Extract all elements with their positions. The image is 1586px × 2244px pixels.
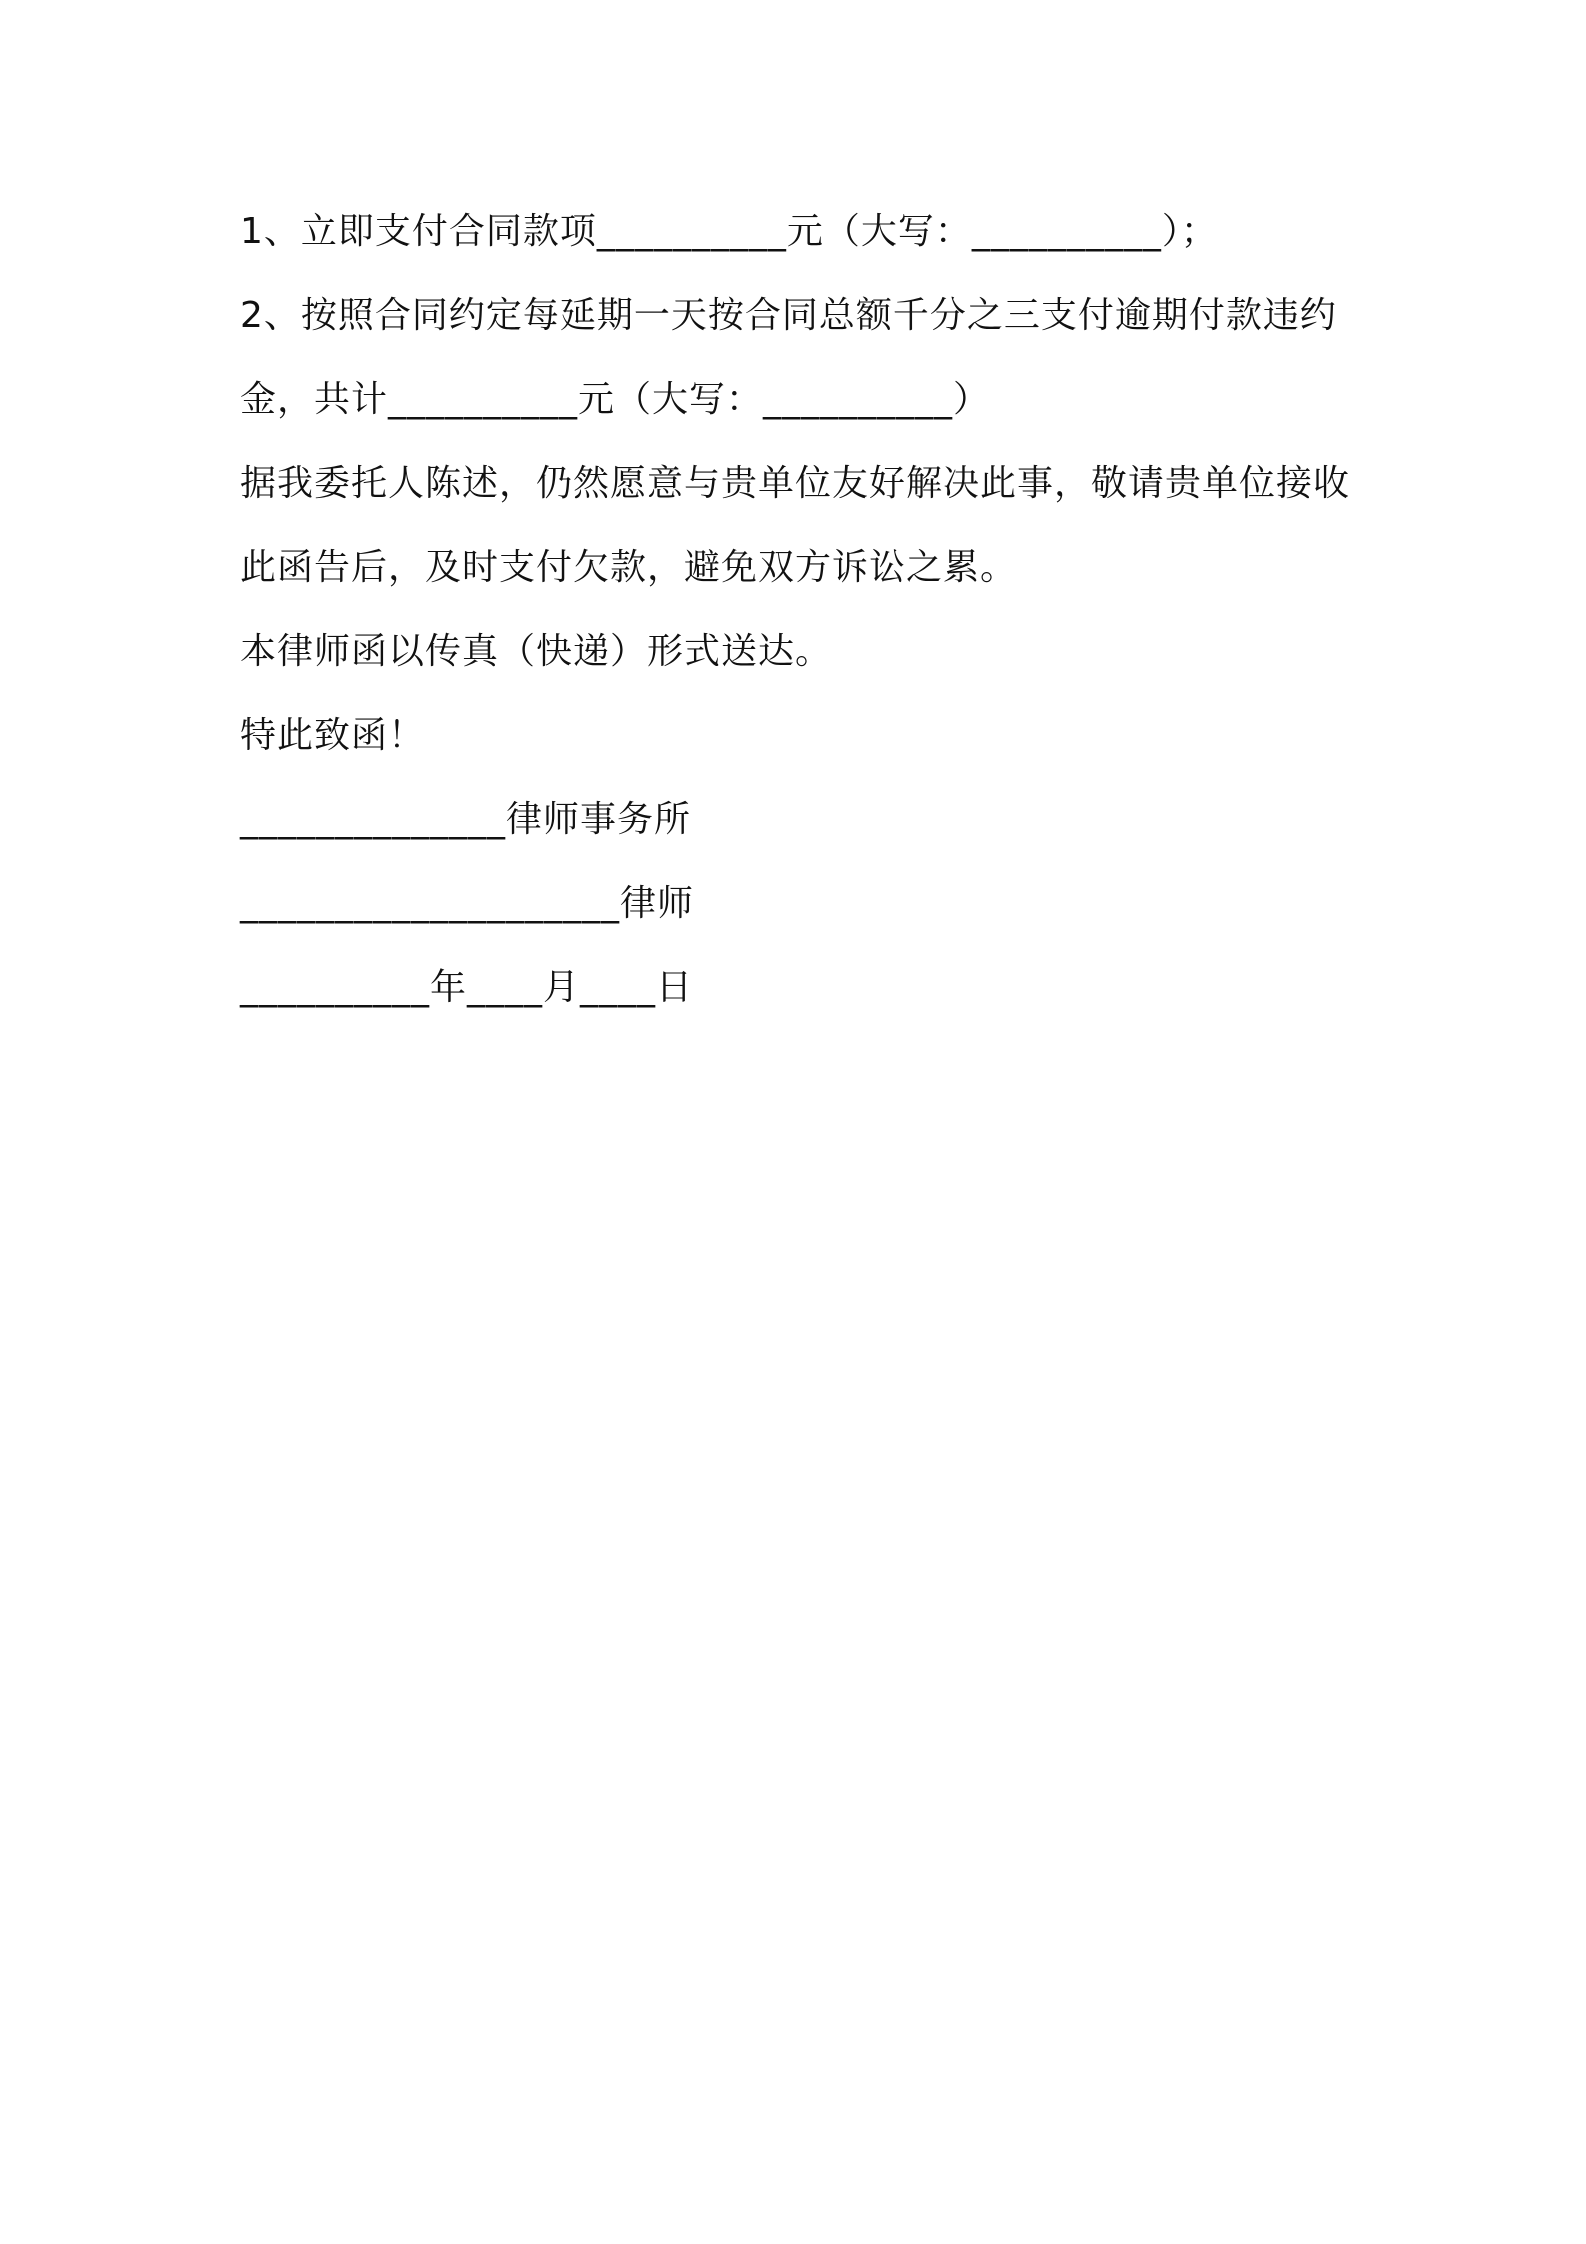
closing-line: 特此致函！ bbox=[240, 715, 426, 756]
statement-line-1: 据我委托人陈述，仍然愿意与贵单位友好解决此事，敬请贵单位接收 bbox=[240, 463, 1351, 504]
delivery-note: 本律师函以传真（快递）形式送达。 bbox=[240, 631, 833, 672]
letter-body bbox=[240, 190, 1380, 1030]
demand-item-2-line-2: 金，共计__________元（大写：__________） bbox=[240, 379, 991, 420]
lawyer-signature: ____________________律师 bbox=[240, 883, 695, 924]
demand-item-1: 1、立即支付合同款项__________元（大写：__________）； bbox=[240, 211, 1218, 252]
demand-item-2-line-1: 2、按照合同约定每延期一天按合同总额千分之三支付逾期付款违约 bbox=[240, 295, 1337, 336]
statement-line-2: 此函告后，及时支付欠款，避免双方诉讼之累。 bbox=[240, 547, 1018, 588]
law-firm-signature: ______________律师事务所 bbox=[240, 799, 692, 840]
signature-date: __________年____月____日 bbox=[240, 967, 693, 1008]
